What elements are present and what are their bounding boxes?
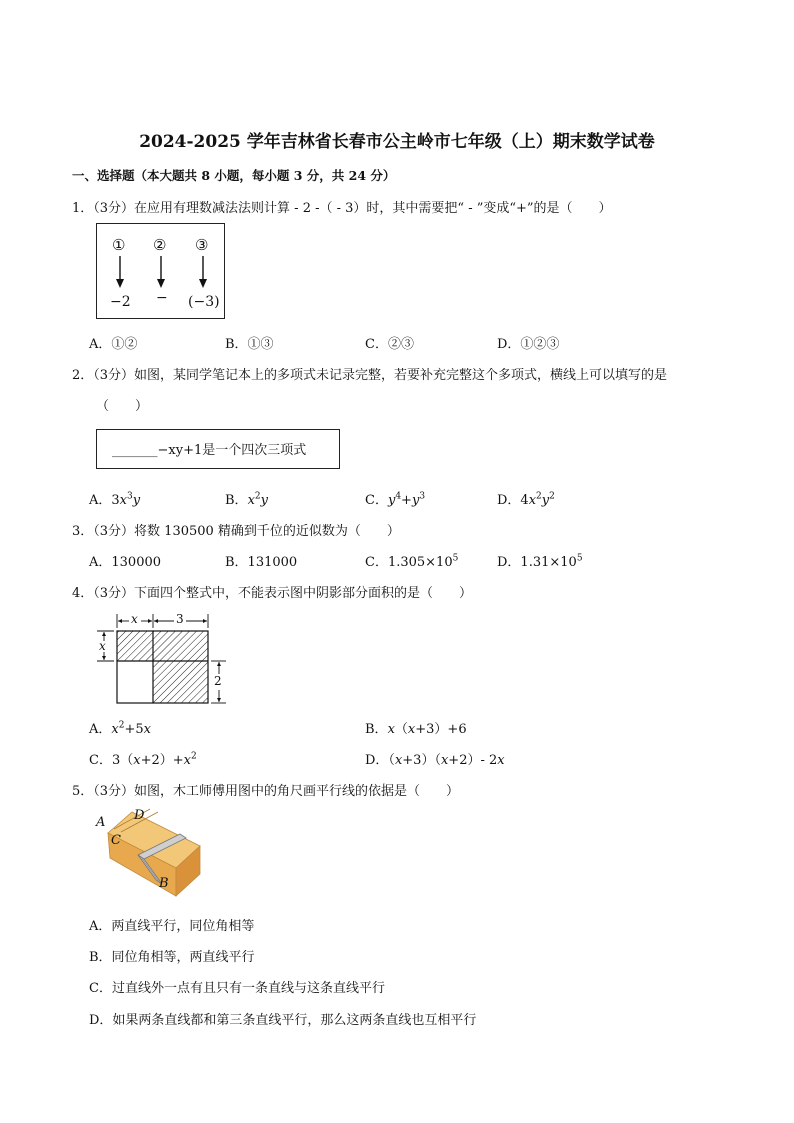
fig5-label-c: C [111,833,121,848]
fig1-mark-3: ③ [195,236,209,254]
fig5-label-b: B [159,876,169,891]
fig4-label-x-left: x [99,639,106,653]
q4-option-a[interactable]: A．$x^2+5x$ [89,720,151,737]
q4-option-d[interactable]: D．（x+3）（x+2）- 2x [365,753,505,768]
question-2-stem: 2．（3分）如图，某同学笔记本上的多项式未记录完整，若要补充完整这个多项式，横线上可以填写的是 [72,368,668,383]
q2-option-d[interactable]: D．$4x^2y^2$ [497,491,555,508]
fig1-mark-1: ① [112,236,126,254]
q4-option-c[interactable]: C．$3(x+2)+x^2$ [89,751,197,768]
q2-option-a[interactable]: A．$3x^3y$ [89,491,141,508]
section-heading: 一、选择题（本大题共 8 小题，每小题 3 分，共 24 分） [72,168,396,183]
q1-option-a[interactable]: A．①② [89,337,138,352]
q5-option-c[interactable]: C．过直线外一点有且只有一条直线与这条直线平行 [89,981,385,996]
fig4-label-two: 2 [214,674,222,688]
question-5-stem: 5．（3分）如图，木工师傅用图中的角尺画平行线的依据是（ ） [72,784,460,799]
q5-option-d[interactable]: D．如果两条直线都和第三条直线平行，那么这两条直线也互相平行 [89,1013,477,1028]
question-4-stem: 4．（3分）下面四个整式中，不能表示图中阴影部分面积的是（ ） [72,586,473,601]
q3-option-c[interactable]: C．$1.305\times 10^5$ [365,553,459,570]
fig4-label-x-top: x [131,612,138,626]
q3-option-a[interactable]: A．130000 [89,555,162,570]
fig2-text: _______−xy+1是一个四次三项式 [112,443,307,458]
fig1-mark-2: ② [153,236,167,254]
q5-option-a[interactable]: A．两直线平行，同位角相等 [89,919,255,934]
fig5-label-d: D [134,808,145,823]
page-title: 2024-2025 学年吉林省长春市公主岭市七年级（上）期末数学试卷 [139,132,655,152]
fig5-label-a: A [96,815,106,830]
fig4-label-three: 3 [176,612,184,626]
fig1-term-2: − [156,290,168,306]
q3-option-d[interactable]: D．$1.31\times 10^5$ [497,553,583,570]
fig1-term-3: (−3) [188,294,220,310]
q1-option-d[interactable]: D．①②③ [497,337,560,352]
question-3-stem: 3．（3分）将数 130500 精确到千位的近似数为（ ） [72,524,400,539]
q2-option-b[interactable]: B．$x^2y$ [225,491,268,508]
q4-option-b[interactable]: B．x（x+3）+6 [365,722,467,737]
q1-option-b[interactable]: B．①③ [225,337,274,352]
q1-option-c[interactable]: C．②③ [365,337,414,352]
question-1-stem: 1．（3分）在应用有理数减法法则计算 - 2 -（ - 3）时，其中需要把“ - ”变成“+”的是（ ） [72,201,612,216]
q3-option-b[interactable]: B．131000 [225,555,298,570]
question-2-stem-cont: （ ） [96,399,149,414]
fig1-term-1: −2 [110,294,131,310]
q5-option-b[interactable]: B．同位角相等，两直线平行 [89,950,255,965]
q2-option-c[interactable]: C．$y^4+y^3$ [365,491,426,508]
